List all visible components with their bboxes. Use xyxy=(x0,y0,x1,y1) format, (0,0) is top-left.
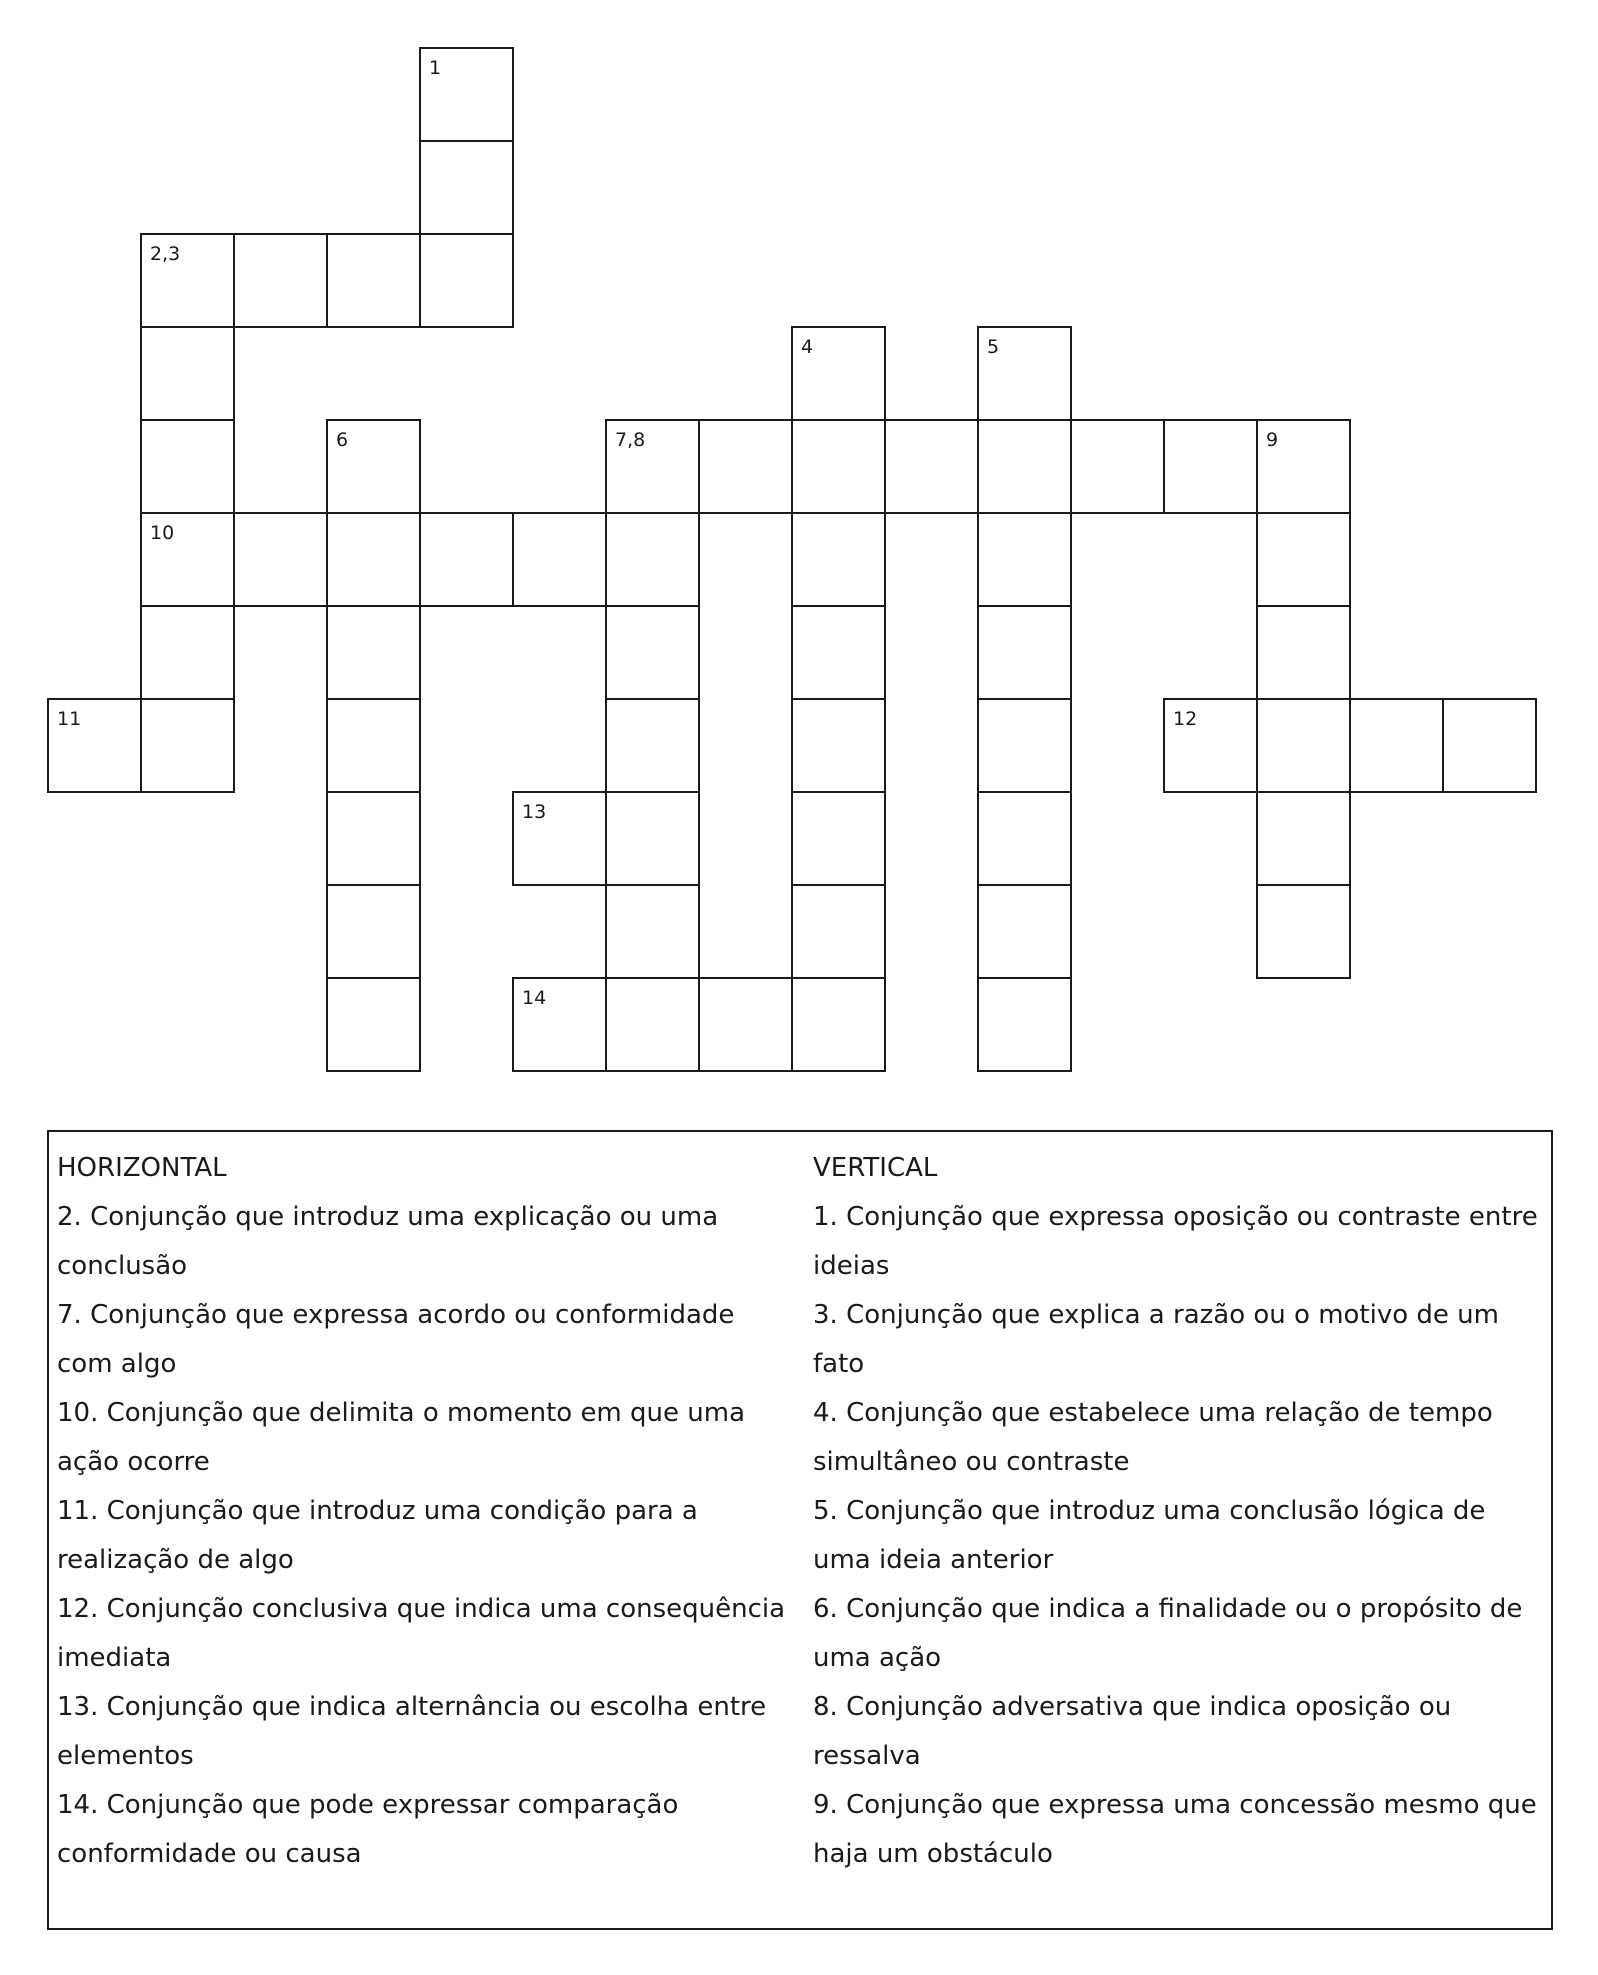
grid-cell[interactable] xyxy=(605,884,700,979)
grid-cell[interactable] xyxy=(140,698,235,793)
cell-number: 10 xyxy=(150,522,175,544)
cell-number: 2,3 xyxy=(150,243,181,265)
grid-cell-4[interactable] xyxy=(791,326,886,421)
grid-cell[interactable] xyxy=(977,512,1072,607)
grid-cell[interactable] xyxy=(140,419,235,514)
grid-cell-9[interactable] xyxy=(1256,419,1351,514)
grid-cell-7-8[interactable] xyxy=(605,419,700,514)
clues-vertical-title: VERTICAL xyxy=(813,1153,938,1183)
grid-cell[interactable] xyxy=(791,512,886,607)
cell-number: 13 xyxy=(522,801,547,823)
grid-cell-13[interactable] xyxy=(512,791,607,886)
grid-cell-1[interactable] xyxy=(419,47,514,142)
grid-cell-6[interactable] xyxy=(326,419,421,514)
clues-vertical xyxy=(813,1144,1543,1879)
grid-cell[interactable] xyxy=(791,698,886,793)
grid-cell[interactable] xyxy=(605,605,700,700)
clue-v-9: 9. Conjunção que expressa uma concessão mesmo que haja um obstáculo xyxy=(813,1790,1537,1869)
grid-cell-5[interactable] xyxy=(977,326,1072,421)
grid-cell[interactable] xyxy=(1256,884,1351,979)
grid-cell-14[interactable] xyxy=(512,977,607,1072)
grid-cell[interactable] xyxy=(419,140,514,235)
clue-h-2: 2. Conjunção que introduz uma explicação ou uma conclusão xyxy=(57,1202,719,1281)
clue-v-5: 5. Conjunção que introduz uma conclusão lógica de uma ideia anterior xyxy=(813,1496,1486,1575)
grid-cell[interactable] xyxy=(233,512,328,607)
grid-cell[interactable] xyxy=(977,791,1072,886)
grid-cell[interactable] xyxy=(326,512,421,607)
clue-v-1: 1. Conjunção que expressa oposição ou contraste entre ideias xyxy=(813,1202,1538,1281)
grid-cell[interactable] xyxy=(977,605,1072,700)
clue-box xyxy=(47,1130,1553,1930)
cell-number: 7,8 xyxy=(615,429,646,451)
clue-v-3: 3. Conjunção que explica a razão ou o motivo de um fato xyxy=(813,1300,1499,1379)
cell-number: 5 xyxy=(987,336,1000,358)
grid-cell[interactable] xyxy=(791,791,886,886)
clue-h-12: 12. Conjunção conclusiva que indica uma consequência imediata xyxy=(57,1594,786,1673)
grid-cell[interactable] xyxy=(605,977,700,1072)
grid-cell[interactable] xyxy=(977,884,1072,979)
grid-cell[interactable] xyxy=(233,233,328,328)
grid-cell-11[interactable] xyxy=(47,698,142,793)
grid-cell[interactable] xyxy=(140,326,235,421)
clue-h-11: 11. Conjunção que introduz uma condição para a realização de algo xyxy=(57,1496,698,1575)
clue-v-6: 6. Conjunção que indica a finalidade ou o propósito de uma ação xyxy=(813,1594,1523,1673)
grid-cell[interactable] xyxy=(326,233,421,328)
clues-horizontal-title: HORIZONTAL xyxy=(57,1153,227,1183)
cell-number: 12 xyxy=(1173,708,1198,730)
grid-cell[interactable] xyxy=(977,977,1072,1072)
grid-cell[interactable] xyxy=(698,977,793,1072)
cell-number: 4 xyxy=(801,336,814,358)
grid-cell[interactable] xyxy=(419,512,514,607)
grid-cell[interactable] xyxy=(605,791,700,886)
grid-cell[interactable] xyxy=(1256,512,1351,607)
grid-cell[interactable] xyxy=(605,512,700,607)
grid-cell[interactable] xyxy=(884,419,979,514)
grid-cell[interactable] xyxy=(1442,698,1537,793)
grid-cell[interactable] xyxy=(326,791,421,886)
grid-cell[interactable] xyxy=(1163,419,1258,514)
grid-cell[interactable] xyxy=(1256,791,1351,886)
grid-cell[interactable] xyxy=(140,605,235,700)
grid-cell-2-3[interactable] xyxy=(140,233,235,328)
clue-h-14: 14. Conjunção que pode expressar comparação conformidade ou causa xyxy=(57,1790,679,1869)
clues-horizontal xyxy=(57,1144,787,1879)
grid-cell[interactable] xyxy=(1070,419,1165,514)
grid-cell[interactable] xyxy=(326,884,421,979)
grid-cell[interactable] xyxy=(791,977,886,1072)
clue-h-10: 10. Conjunção que delimita o momento em que uma ação ocorre xyxy=(57,1398,746,1477)
cell-number: 9 xyxy=(1266,429,1279,451)
grid-cell-12[interactable] xyxy=(1163,698,1258,793)
grid-cell[interactable] xyxy=(698,419,793,514)
grid-cell[interactable] xyxy=(1256,605,1351,700)
clue-v-4: 4. Conjunção que estabelece uma relação de tempo simultâneo ou contraste xyxy=(813,1398,1493,1477)
grid-cell[interactable] xyxy=(977,698,1072,793)
grid-cell[interactable] xyxy=(791,884,886,979)
grid-cell[interactable] xyxy=(605,698,700,793)
clue-h-13: 13. Conjunção que indica alternância ou escolha entre elementos xyxy=(57,1692,767,1771)
cell-number: 6 xyxy=(336,429,349,451)
grid-cell[interactable] xyxy=(326,698,421,793)
grid-cell-10[interactable] xyxy=(140,512,235,607)
grid-cell[interactable] xyxy=(512,512,607,607)
clue-h-7: 7. Conjunção que expressa acordo ou conformidade com algo xyxy=(57,1300,735,1379)
grid-cell[interactable] xyxy=(791,419,886,514)
grid-cell[interactable] xyxy=(1349,698,1444,793)
grid-cell[interactable] xyxy=(791,605,886,700)
grid-cell[interactable] xyxy=(326,605,421,700)
clue-v-8: 8. Conjunção adversativa que indica oposição ou ressalva xyxy=(813,1692,1452,1771)
grid-cell[interactable] xyxy=(419,233,514,328)
cell-number: 11 xyxy=(57,708,82,730)
grid-cell[interactable] xyxy=(326,977,421,1072)
cell-number: 1 xyxy=(429,57,442,79)
cell-number: 14 xyxy=(522,987,547,1009)
grid-cell[interactable] xyxy=(977,419,1072,514)
grid-cell[interactable] xyxy=(1256,698,1351,793)
